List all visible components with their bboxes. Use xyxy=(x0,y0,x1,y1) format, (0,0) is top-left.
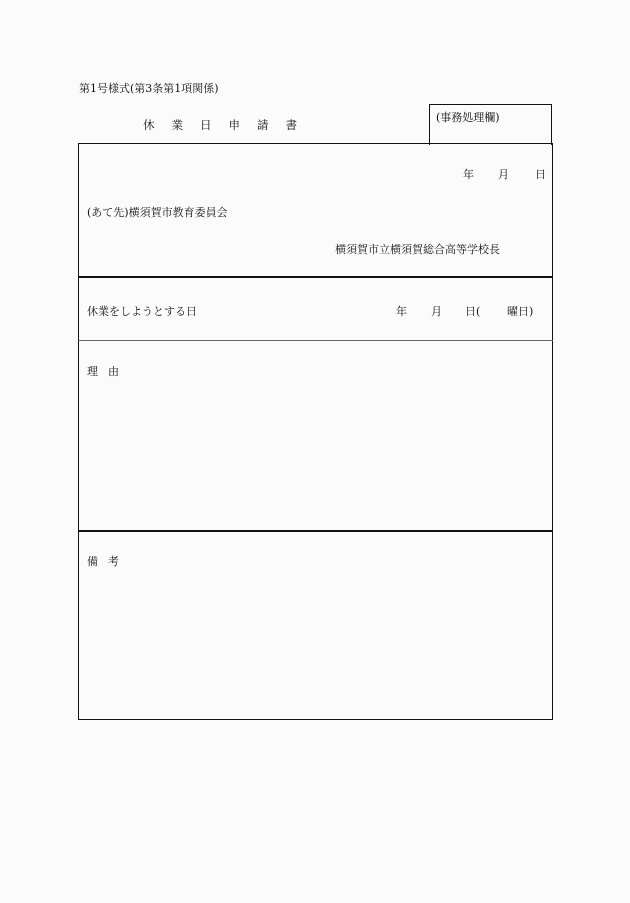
section-divider xyxy=(78,530,553,532)
reason-label: 理由 xyxy=(87,365,129,378)
remarks-label: 備考 xyxy=(87,555,129,568)
section-divider xyxy=(78,276,553,278)
reason-field[interactable] xyxy=(80,385,550,525)
leave-year-label: 年 xyxy=(396,305,407,318)
leave-weekday-label: 曜日) xyxy=(507,305,534,318)
page-title: 休業日申請書 xyxy=(143,118,314,132)
remarks-field[interactable] xyxy=(80,575,550,715)
leave-month-label: 月 xyxy=(431,305,442,318)
date-year-label: 年 xyxy=(463,168,474,181)
date-day-label: 日 xyxy=(535,168,546,181)
issuer: 横須賀市立横須賀総合高等学校長 xyxy=(335,243,500,256)
leave-day-label: 日( xyxy=(465,305,481,318)
leave-date-label: 休業をしようとする日 xyxy=(87,305,197,318)
date-month-label: 月 xyxy=(498,168,509,181)
addressee: (あて先)横須賀市教育委員会 xyxy=(87,206,228,219)
section-divider xyxy=(78,340,553,341)
office-use-label: (事務処理欄) xyxy=(436,111,500,124)
form-number: 第1号様式(第3条第1項関係) xyxy=(79,82,219,95)
